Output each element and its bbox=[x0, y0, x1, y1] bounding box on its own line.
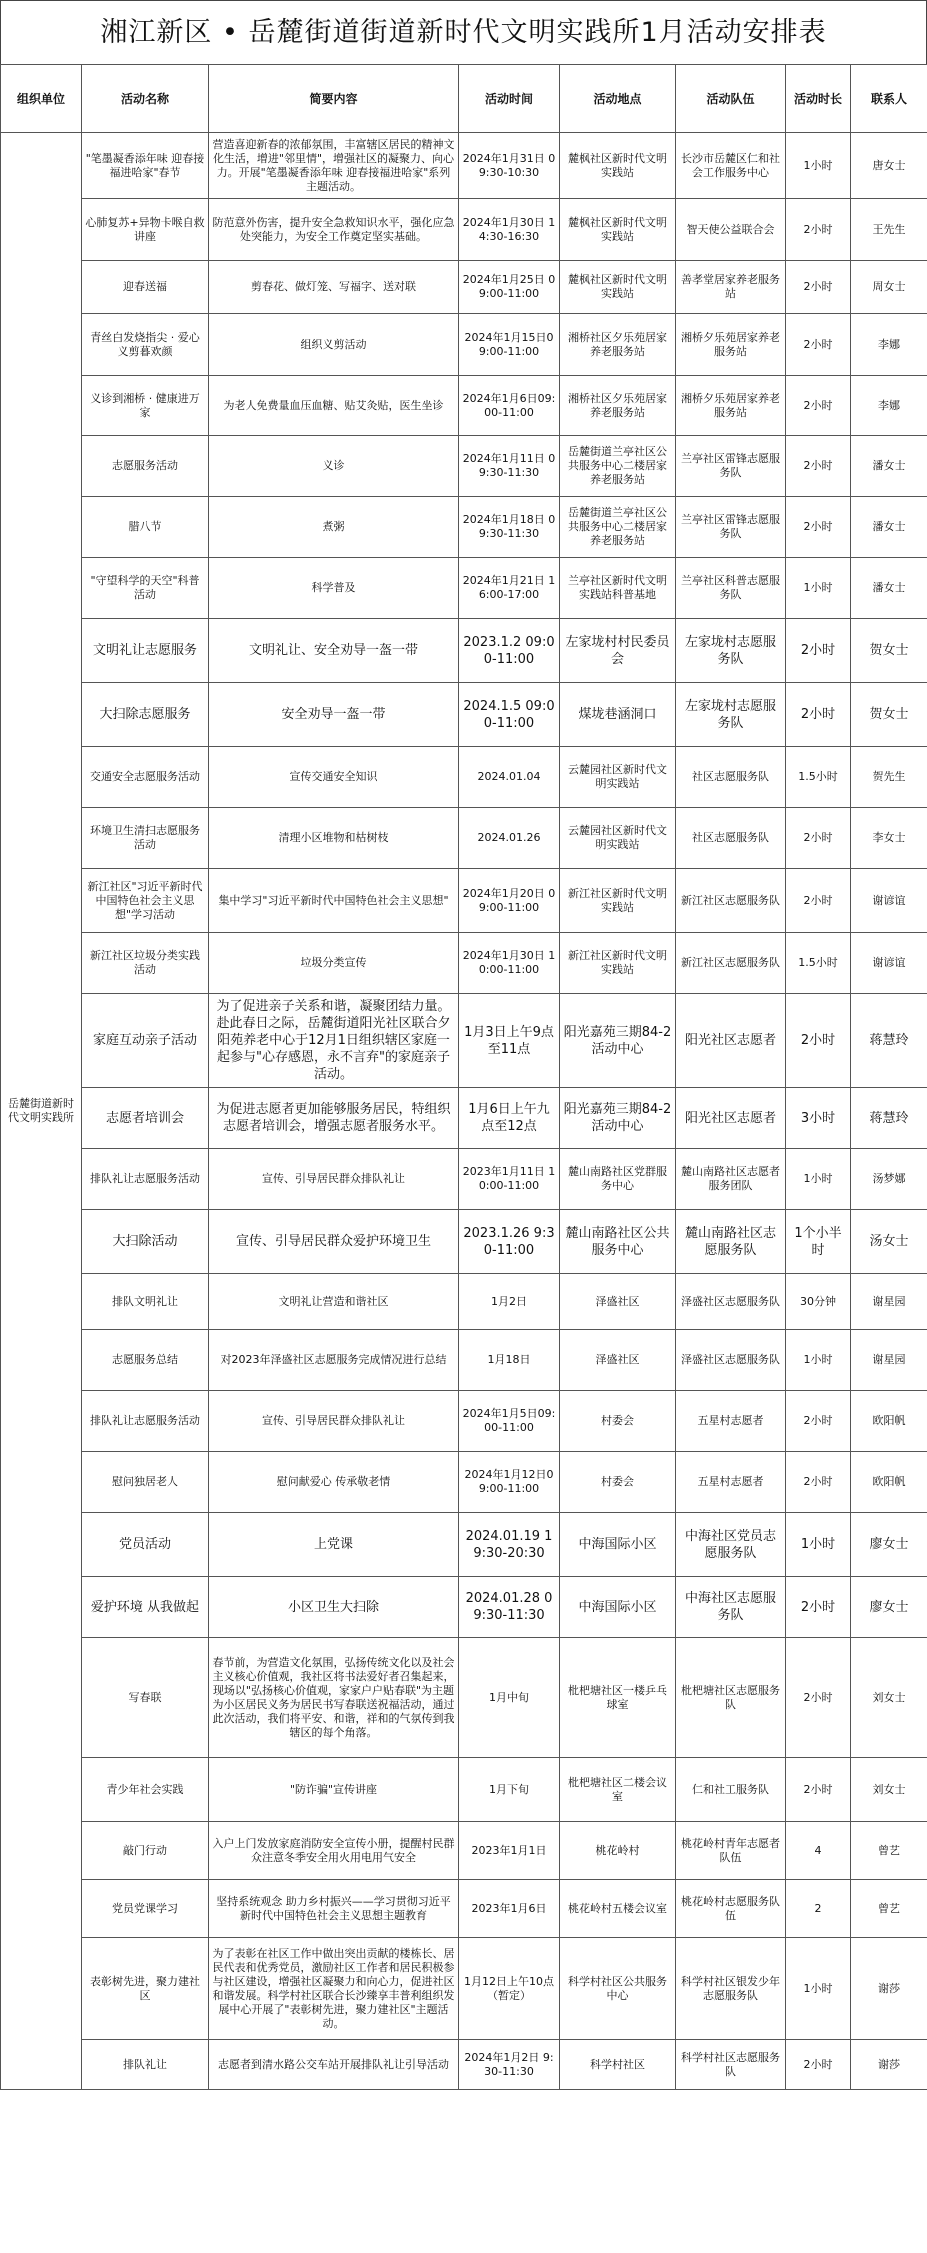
activity-team: 新江社区志愿服务队 bbox=[676, 933, 786, 994]
header-cell: 活动时间 bbox=[459, 65, 560, 133]
activity-contact: 贺先生 bbox=[851, 747, 927, 808]
activity-team: 仁和社工服务队 bbox=[676, 1758, 786, 1822]
activity-contact: 汤女士 bbox=[851, 1210, 927, 1274]
activity-contact: 廖女士 bbox=[851, 1513, 927, 1577]
activity-time: 2023.1.26 9:30-11:00 bbox=[459, 1210, 560, 1274]
activity-duration: 2小时 bbox=[786, 199, 851, 261]
activity-name: 环境卫生清扫志愿服务活动 bbox=[82, 808, 209, 869]
table-row bbox=[1, 497, 927, 558]
activity-team: 科学村社区银发少年志愿服务队 bbox=[676, 1938, 786, 2040]
table-row bbox=[1, 869, 927, 933]
activity-duration: 2小时 bbox=[786, 1391, 851, 1452]
activity-place: 新江社区新时代文明实践站 bbox=[560, 933, 676, 994]
activity-contact: 欧阳帆 bbox=[851, 1391, 927, 1452]
activity-content: 上党课 bbox=[209, 1513, 459, 1577]
activity-name: 交通安全志愿服务活动 bbox=[82, 747, 209, 808]
activity-content: 安全劝导一盔一带 bbox=[209, 683, 459, 747]
activity-place: 村委会 bbox=[560, 1391, 676, 1452]
table-row bbox=[1, 1274, 927, 1330]
activity-contact: 李娜 bbox=[851, 314, 927, 376]
header-cell: 联系人 bbox=[851, 65, 927, 133]
activity-contact: 刘女士 bbox=[851, 1758, 927, 1822]
activity-name: 慰问独居老人 bbox=[82, 1452, 209, 1513]
activity-duration: 2小时 bbox=[786, 376, 851, 436]
activity-name: 党员党课学习 bbox=[82, 1880, 209, 1938]
table-row bbox=[1, 1088, 927, 1149]
activity-name: 迎春送福 bbox=[82, 261, 209, 314]
table-row bbox=[1, 314, 927, 376]
table-row bbox=[1, 2040, 927, 2090]
activity-content: "防诈骗"宣传讲座 bbox=[209, 1758, 459, 1822]
activity-time: 2024年1月21日 16:00-17:00 bbox=[459, 558, 560, 619]
activity-team: 五星村志愿者 bbox=[676, 1391, 786, 1452]
activity-duration: 3小时 bbox=[786, 1088, 851, 1149]
activity-name: 义诊到湘桥 · 健康进万家 bbox=[82, 376, 209, 436]
activity-place: 泽盛社区 bbox=[560, 1274, 676, 1330]
table-row bbox=[1, 1149, 927, 1210]
activity-time: 2024年1月25日 09:00-11:00 bbox=[459, 261, 560, 314]
table-row bbox=[1, 376, 927, 436]
activity-contact: 谢谚谊 bbox=[851, 933, 927, 994]
activity-contact: 唐女士 bbox=[851, 133, 927, 199]
activity-content: 对2023年泽盛社区志愿服务完成情况进行总结 bbox=[209, 1330, 459, 1391]
activity-contact: 谢星园 bbox=[851, 1330, 927, 1391]
activity-place: 麓山南路社区公共服务中心 bbox=[560, 1210, 676, 1274]
activity-team: 兰亭社区科普志愿服务队 bbox=[676, 558, 786, 619]
activity-time: 1月12日上午10点（暂定） bbox=[459, 1938, 560, 2040]
activity-duration: 1小时 bbox=[786, 1938, 851, 2040]
activity-content: 为了促进亲子关系和谐，凝聚团结力量。赴此春日之际，岳麓街道阳光社区联合夕阳苑养老中心于12月1日组织辖区家庭一起参与"心存感恩，永不言弃"的家庭亲子活动。 bbox=[209, 994, 459, 1088]
header-cell: 活动地点 bbox=[560, 65, 676, 133]
activity-name: 青少年社会实践 bbox=[82, 1758, 209, 1822]
activity-name: 敲门行动 bbox=[82, 1822, 209, 1880]
activity-content: 小区卫生大扫除 bbox=[209, 1577, 459, 1638]
activity-content: 为促进志愿者更加能够服务居民，特组织志愿者培训会，增强志愿者服务水平。 bbox=[209, 1088, 459, 1149]
activity-content: 剪春花、做灯笼、写福字、送对联 bbox=[209, 261, 459, 314]
activity-place: 枇杷塘社区一楼乒乓球室 bbox=[560, 1638, 676, 1758]
activity-content: 组织义剪活动 bbox=[209, 314, 459, 376]
activity-time: 2024.01.26 bbox=[459, 808, 560, 869]
activity-name: 志愿服务活动 bbox=[82, 436, 209, 497]
activity-name: 腊八节 bbox=[82, 497, 209, 558]
activity-place: 岳麓街道兰亭社区公共服务中心二楼居家养老服务站 bbox=[560, 497, 676, 558]
activity-content: 科学普及 bbox=[209, 558, 459, 619]
activity-content: 慰问献爱心 传承敬老情 bbox=[209, 1452, 459, 1513]
table-row bbox=[1, 933, 927, 994]
activity-contact: 曾艺 bbox=[851, 1880, 927, 1938]
activity-content: 防范意外伤害，提升安全急救知识水平，强化应急处突能力，为安全工作奠定坚实基础。 bbox=[209, 199, 459, 261]
activity-time: 2024年1月6日09:00-11:00 bbox=[459, 376, 560, 436]
table-row bbox=[1, 261, 927, 314]
activity-team: 阳光社区志愿者 bbox=[676, 1088, 786, 1149]
activity-team: 阳光社区志愿者 bbox=[676, 994, 786, 1088]
activity-time: 2024年1月20日 09:00-11:00 bbox=[459, 869, 560, 933]
activity-content: 为老人免费量血压血糖、贴艾灸贴，医生坐诊 bbox=[209, 376, 459, 436]
activity-time: 1月下旬 bbox=[459, 1758, 560, 1822]
activity-team: 社区志愿服务队 bbox=[676, 808, 786, 869]
activity-place: 村委会 bbox=[560, 1452, 676, 1513]
header-cell: 活动名称 bbox=[82, 65, 209, 133]
activity-place: 麓枫社区新时代文明实践站 bbox=[560, 199, 676, 261]
header-cell: 活动队伍 bbox=[676, 65, 786, 133]
activity-time: 1月6日上午九点至12点 bbox=[459, 1088, 560, 1149]
activity-duration: 2 bbox=[786, 1880, 851, 1938]
activity-place: 麓山南路社区党群服务中心 bbox=[560, 1149, 676, 1210]
table-row bbox=[1, 1577, 927, 1638]
activity-place: 阳光嘉苑三期84-2活动中心 bbox=[560, 1088, 676, 1149]
activity-place: 桃花岭村 bbox=[560, 1822, 676, 1880]
activity-place: 麓枫社区新时代文明实践站 bbox=[560, 133, 676, 199]
activity-team: 社区志愿服务队 bbox=[676, 747, 786, 808]
activity-time: 2024年1月2日 9:30-11:30 bbox=[459, 2040, 560, 2090]
activity-duration: 2小时 bbox=[786, 994, 851, 1088]
activity-duration: 2小时 bbox=[786, 808, 851, 869]
activity-contact: 贺女士 bbox=[851, 619, 927, 683]
activity-contact: 刘女士 bbox=[851, 1638, 927, 1758]
activity-duration: 2小时 bbox=[786, 497, 851, 558]
activity-time: 1月3日上午9点至11点 bbox=[459, 994, 560, 1088]
activity-duration: 1小时 bbox=[786, 133, 851, 199]
activity-name: 排队礼让志愿服务活动 bbox=[82, 1149, 209, 1210]
activity-place: 湘桥社区夕乐苑居家养老服务站 bbox=[560, 314, 676, 376]
activity-content: 春节前，为营造文化氛围，弘扬传统文化以及社会主义核心价值观，我社区将书法爱好者召集起来，现场以"弘扬核心价值观，家家户户贴春联"为主题为小区居民义务为居民书写春联送祝福活动，通过此次活动，我们将平安、和谐，祥和的气氛传到我辖区的每个角落。 bbox=[209, 1638, 459, 1758]
activity-team: 兰亭社区雷锋志愿服务队 bbox=[676, 436, 786, 497]
activity-name: 表彰树先进，聚力建社区 bbox=[82, 1938, 209, 2040]
activity-duration: 2小时 bbox=[786, 2040, 851, 2090]
activity-duration: 2小时 bbox=[786, 1452, 851, 1513]
activity-team: 中海社区党员志愿服务队 bbox=[676, 1513, 786, 1577]
activity-time: 1月18日 bbox=[459, 1330, 560, 1391]
activity-content: 入户上门发放家庭消防安全宣传小册，提醒村民群众注意冬季安全用火用电用气安全 bbox=[209, 1822, 459, 1880]
activity-place: 新江社区新时代文明实践站 bbox=[560, 869, 676, 933]
activity-content: 文明礼让、安全劝导一盔一带 bbox=[209, 619, 459, 683]
activity-team: 科学村社区志愿服务队 bbox=[676, 2040, 786, 2090]
activity-duration: 2小时 bbox=[786, 261, 851, 314]
activity-time: 2024.01.19 19:30-20:30 bbox=[459, 1513, 560, 1577]
activity-time: 2024年1月5日09:00-11:00 bbox=[459, 1391, 560, 1452]
table-row bbox=[1, 1452, 927, 1513]
activity-place: 桃花岭村五楼会议室 bbox=[560, 1880, 676, 1938]
activity-time: 2023年1月11日 10:00-11:00 bbox=[459, 1149, 560, 1210]
activity-time: 2024年1月31日 09:30-10:30 bbox=[459, 133, 560, 199]
activity-name: 排队文明礼让 bbox=[82, 1274, 209, 1330]
activity-time: 2024.01.04 bbox=[459, 747, 560, 808]
activity-name: 爱护环境 从我做起 bbox=[82, 1577, 209, 1638]
activity-place: 阳光嘉苑三期84-2活动中心 bbox=[560, 994, 676, 1088]
activity-name: 家庭互动亲子活动 bbox=[82, 994, 209, 1088]
activity-team: 麓山南路社区志愿服务队 bbox=[676, 1210, 786, 1274]
table-row bbox=[1, 1330, 927, 1391]
activity-contact: 蒋慧玲 bbox=[851, 994, 927, 1088]
activity-name: 党员活动 bbox=[82, 1513, 209, 1577]
activity-contact: 潘女士 bbox=[851, 558, 927, 619]
activity-team: 长沙市岳麓区仁和社会工作服务中心 bbox=[676, 133, 786, 199]
table-row bbox=[1, 747, 927, 808]
activity-team: 枇杷塘社区志愿服务队 bbox=[676, 1638, 786, 1758]
activity-contact: 贺女士 bbox=[851, 683, 927, 747]
activity-content: 清理小区堆物和枯树枝 bbox=[209, 808, 459, 869]
activity-duration: 2小时 bbox=[786, 314, 851, 376]
activity-contact: 潘女士 bbox=[851, 436, 927, 497]
activity-duration: 30分钟 bbox=[786, 1274, 851, 1330]
activity-contact: 汤梦娜 bbox=[851, 1149, 927, 1210]
activity-duration: 1小时 bbox=[786, 558, 851, 619]
activity-duration: 1小时 bbox=[786, 1149, 851, 1210]
activity-place: 枇杷塘社区二楼会议室 bbox=[560, 1758, 676, 1822]
activity-duration: 1个小半时 bbox=[786, 1210, 851, 1274]
activity-content: 坚持系统观念 助力乡村振兴——学习贯彻习近平新时代中国特色社会主义思想主题教育 bbox=[209, 1880, 459, 1938]
header-row bbox=[1, 65, 927, 133]
table-row bbox=[1, 808, 927, 869]
activity-duration: 2小时 bbox=[786, 436, 851, 497]
activity-team: 左家垅村志愿服务队 bbox=[676, 619, 786, 683]
activity-name: 志愿者培训会 bbox=[82, 1088, 209, 1149]
activity-content: 宣传交通安全知识 bbox=[209, 747, 459, 808]
activity-team: 左家垅村志愿服务队 bbox=[676, 683, 786, 747]
activity-contact: 谢星园 bbox=[851, 1274, 927, 1330]
activity-time: 1月中旬 bbox=[459, 1638, 560, 1758]
table-row bbox=[1, 1938, 927, 2040]
activity-team: 智天使公益联合会 bbox=[676, 199, 786, 261]
activity-name: 大扫除活动 bbox=[82, 1210, 209, 1274]
table-row bbox=[1, 1638, 927, 1758]
activity-duration: 2小时 bbox=[786, 869, 851, 933]
activity-name: 志愿服务总结 bbox=[82, 1330, 209, 1391]
table-row bbox=[1, 1880, 927, 1938]
activity-time: 2024.1.5 09:00-11:00 bbox=[459, 683, 560, 747]
activity-time: 2023年1月6日 bbox=[459, 1880, 560, 1938]
activity-duration: 2小时 bbox=[786, 683, 851, 747]
table-row bbox=[1, 683, 927, 747]
activity-place: 泽盛社区 bbox=[560, 1330, 676, 1391]
activity-time: 1月2日 bbox=[459, 1274, 560, 1330]
activity-name: "守望科学的天空"科普活动 bbox=[82, 558, 209, 619]
activity-team: 中海社区志愿服务队 bbox=[676, 1577, 786, 1638]
activity-time: 2024年1月11日 09:30-11:30 bbox=[459, 436, 560, 497]
table-row bbox=[1, 619, 927, 683]
activity-duration: 1小时 bbox=[786, 1513, 851, 1577]
activity-place: 岳麓街道兰亭社区公共服务中心二楼居家养老服务站 bbox=[560, 436, 676, 497]
activity-name: "笔墨凝香添年味 迎春接福进哈家"春节 bbox=[82, 133, 209, 199]
activity-contact: 周女士 bbox=[851, 261, 927, 314]
activity-duration: 2小时 bbox=[786, 1758, 851, 1822]
activity-content: 垃圾分类宣传 bbox=[209, 933, 459, 994]
page-title: 湘江新区 • 岳麓街道街道新时代文明实践所1月活动安排表 bbox=[0, 0, 927, 64]
activity-place: 中海国际小区 bbox=[560, 1577, 676, 1638]
activity-contact: 潘女士 bbox=[851, 497, 927, 558]
activity-contact: 李女士 bbox=[851, 808, 927, 869]
activity-name: 新江社区垃圾分类实践活动 bbox=[82, 933, 209, 994]
schedule-table bbox=[0, 64, 927, 2090]
organization-cell: 岳麓街道新时代文明实践所 bbox=[1, 133, 82, 2090]
table-row bbox=[1, 1391, 927, 1452]
activity-place: 云麓园社区新时代文明实践站 bbox=[560, 747, 676, 808]
activity-contact: 蒋慧玲 bbox=[851, 1088, 927, 1149]
table-row bbox=[1, 1758, 927, 1822]
activity-team: 善孝堂居家养老服务站 bbox=[676, 261, 786, 314]
activity-contact: 谢莎 bbox=[851, 2040, 927, 2090]
activity-duration: 1.5小时 bbox=[786, 933, 851, 994]
activity-place: 科学村社区公共服务中心 bbox=[560, 1938, 676, 2040]
activity-name: 排队礼让志愿服务活动 bbox=[82, 1391, 209, 1452]
table-row bbox=[1, 1210, 927, 1274]
activity-place: 兰亭社区新时代文明实践站科普基地 bbox=[560, 558, 676, 619]
activity-time: 2024年1月18日 09:30-11:30 bbox=[459, 497, 560, 558]
activity-place: 左家垅村村民委员会 bbox=[560, 619, 676, 683]
table-row bbox=[1, 436, 927, 497]
activity-time: 2024年1月12日09:00-11:00 bbox=[459, 1452, 560, 1513]
activity-contact: 谢莎 bbox=[851, 1938, 927, 2040]
activity-content: 宣传、引导居民群众排队礼让 bbox=[209, 1391, 459, 1452]
activity-team: 麓山南路社区志愿者服务团队 bbox=[676, 1149, 786, 1210]
activity-contact: 廖女士 bbox=[851, 1577, 927, 1638]
activity-team: 泽盛社区志愿服务队 bbox=[676, 1274, 786, 1330]
activity-duration: 2小时 bbox=[786, 1577, 851, 1638]
activity-name: 文明礼让志愿服务 bbox=[82, 619, 209, 683]
activity-content: 文明礼让营造和谐社区 bbox=[209, 1274, 459, 1330]
table-row bbox=[1, 994, 927, 1088]
activity-contact: 谢谚谊 bbox=[851, 869, 927, 933]
activity-name: 排队礼让 bbox=[82, 2040, 209, 2090]
activity-content: 为了表彰在社区工作中做出突出贡献的楼栋长、居民代表和优秀党员，激励社区工作者和居民积极参与社区建设，增强社区凝聚力和向心力，促进社区和谐发展。科学村社区联合长沙臻享丰普利组织发展中心开展了"表彰树先进，聚力建社区"主题活动。 bbox=[209, 1938, 459, 2040]
activity-place: 麓枫社区新时代文明实践站 bbox=[560, 261, 676, 314]
activity-contact: 王先生 bbox=[851, 199, 927, 261]
activity-duration: 1小时 bbox=[786, 1330, 851, 1391]
activity-team: 五星村志愿者 bbox=[676, 1452, 786, 1513]
activity-content: 宣传、引导居民群众爱护环境卫生 bbox=[209, 1210, 459, 1274]
activity-content: 志愿者到清水路公交车站开展排队礼让引导活动 bbox=[209, 2040, 459, 2090]
table-row bbox=[1, 133, 927, 199]
activity-content: 义诊 bbox=[209, 436, 459, 497]
activity-team: 桃花岭村青年志愿者队伍 bbox=[676, 1822, 786, 1880]
activity-team: 湘桥夕乐苑居家养老服务站 bbox=[676, 314, 786, 376]
activity-duration: 4 bbox=[786, 1822, 851, 1880]
activity-place: 云麓园社区新时代文明实践站 bbox=[560, 808, 676, 869]
header-cell: 简要内容 bbox=[209, 65, 459, 133]
activity-team: 泽盛社区志愿服务队 bbox=[676, 1330, 786, 1391]
activity-contact: 李娜 bbox=[851, 376, 927, 436]
activity-name: 新江社区"习近平新时代中国特色社会主义思想"学习活动 bbox=[82, 869, 209, 933]
activity-contact: 欧阳帆 bbox=[851, 1452, 927, 1513]
activity-time: 2024.01.28 09:30-11:30 bbox=[459, 1577, 560, 1638]
activity-duration: 2小时 bbox=[786, 1638, 851, 1758]
table-row bbox=[1, 558, 927, 619]
activity-name: 大扫除志愿服务 bbox=[82, 683, 209, 747]
activity-contact: 曾艺 bbox=[851, 1822, 927, 1880]
activity-time: 2023.1.2 09:00-11:00 bbox=[459, 619, 560, 683]
activity-team: 兰亭社区雷锋志愿服务队 bbox=[676, 497, 786, 558]
activity-team: 新江社区志愿服务队 bbox=[676, 869, 786, 933]
activity-content: 营造喜迎新春的浓郁氛围，丰富辖区居民的精神文化生活，增进"邻里情"，增强社区的凝聚力、向心力。开展"笔墨凝香添年味 迎春接福进哈家"系列主题活动。 bbox=[209, 133, 459, 199]
activity-duration: 2小时 bbox=[786, 619, 851, 683]
activity-time: 2024年1月30日 14:30-16:30 bbox=[459, 199, 560, 261]
header-cell: 活动时长 bbox=[786, 65, 851, 133]
table-row bbox=[1, 1822, 927, 1880]
activity-place: 湘桥社区夕乐苑居家养老服务站 bbox=[560, 376, 676, 436]
activity-time: 2023年1月1日 bbox=[459, 1822, 560, 1880]
activity-content: 煮粥 bbox=[209, 497, 459, 558]
table-row bbox=[1, 1513, 927, 1577]
activity-time: 2024年1月30日 10:00-11:00 bbox=[459, 933, 560, 994]
activity-name: 写春联 bbox=[82, 1638, 209, 1758]
activity-name: 心肺复苏+异物卡喉自救讲座 bbox=[82, 199, 209, 261]
activity-team: 桃花岭村志愿服务队伍 bbox=[676, 1880, 786, 1938]
activity-content: 宣传、引导居民群众排队礼让 bbox=[209, 1149, 459, 1210]
activity-team: 湘桥夕乐苑居家养老服务站 bbox=[676, 376, 786, 436]
activity-duration: 1.5小时 bbox=[786, 747, 851, 808]
activity-place: 煤垅巷涵洞口 bbox=[560, 683, 676, 747]
activity-time: 2024年1月15日09:00-11:00 bbox=[459, 314, 560, 376]
activity-place: 科学村社区 bbox=[560, 2040, 676, 2090]
activity-content: 集中学习"习近平新时代中国特色社会主义思想" bbox=[209, 869, 459, 933]
activity-place: 中海国际小区 bbox=[560, 1513, 676, 1577]
table-row bbox=[1, 199, 927, 261]
header-cell: 组织单位 bbox=[1, 65, 82, 133]
activity-name: 青丝白发烧指尖 · 爱心义剪暮欢颜 bbox=[82, 314, 209, 376]
